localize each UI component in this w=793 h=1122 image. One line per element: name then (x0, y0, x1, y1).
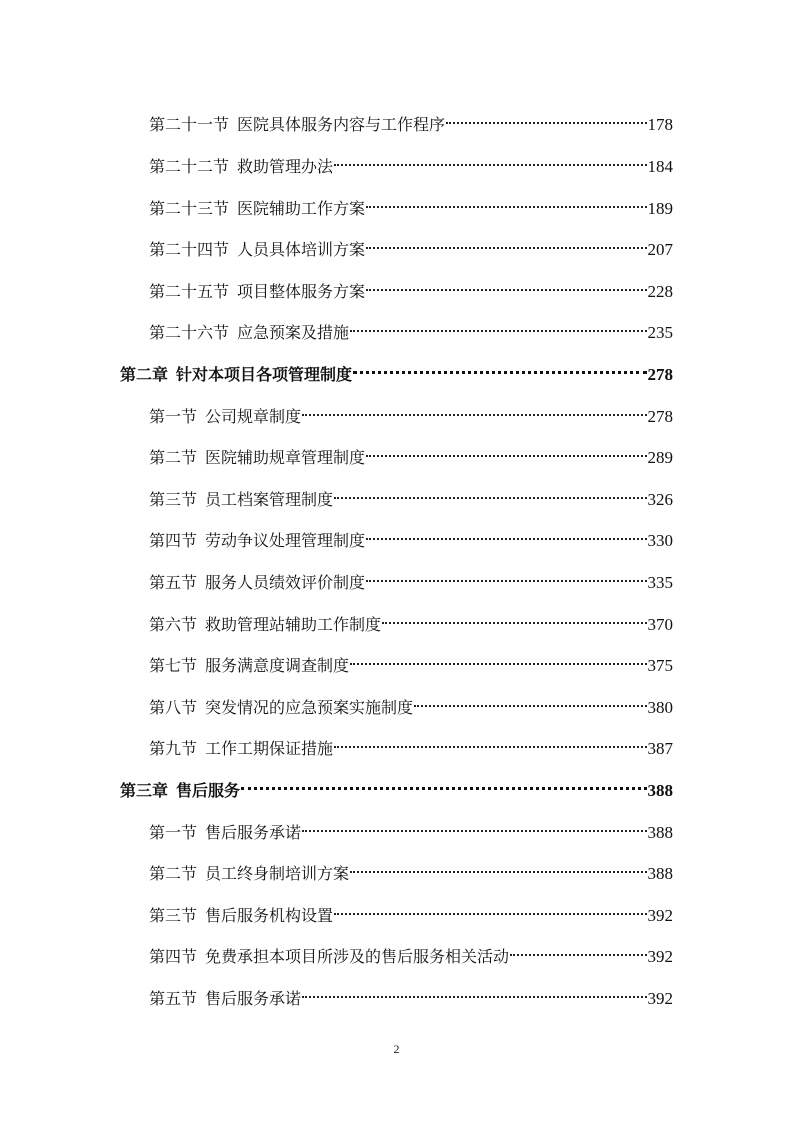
toc-entry-page: 380 (647, 698, 673, 717)
dot-leader (302, 978, 646, 1004)
toc-entry-title: 突发情况的应急预案实施制度 (205, 698, 414, 717)
toc-entry[interactable] (149, 479, 673, 509)
toc-entry-page: 388 (647, 781, 673, 800)
dot-leader (382, 604, 646, 630)
dot-leader (350, 312, 646, 338)
toc-entry-page: 370 (647, 615, 673, 634)
toc-entry-title: 医院具体服务内容与工作程序 (237, 115, 446, 134)
toc-entry-title: 售后服务承诺 (205, 989, 302, 1008)
toc-entry-number: 第八节 (149, 698, 198, 717)
toc-entry-number: 第二十五节 (149, 282, 230, 301)
toc-entry-number: 第三章 (120, 781, 169, 800)
toc-entry[interactable] (149, 104, 673, 134)
toc-entry-number: 第一节 (149, 407, 198, 426)
toc-entry-page: 184 (647, 157, 673, 176)
toc-entry-number: 第三节 (149, 906, 198, 925)
toc-entry-number: 第六节 (149, 615, 198, 634)
dot-leader (366, 437, 646, 463)
dot-leader (241, 770, 646, 796)
toc-entry[interactable] (149, 396, 673, 426)
toc-entry[interactable] (149, 146, 673, 176)
toc-entry-page: 388 (647, 864, 673, 883)
toc-entry-title: 救助管理站辅助工作制度 (205, 615, 382, 634)
toc-entry-title: 服务人员绩效评价制度 (205, 573, 366, 592)
toc-chapter-entry[interactable] (120, 354, 673, 384)
dot-leader (446, 104, 646, 130)
toc-entry-title: 免费承担本项目所涉及的售后服务相关活动 (205, 947, 510, 966)
dot-leader (414, 687, 646, 713)
toc-entry-title: 医院辅助工作方案 (237, 199, 366, 218)
toc-entry-page: 388 (647, 823, 673, 842)
toc-entry-title: 救助管理办法 (237, 157, 334, 176)
toc-entry-number: 第二章 (120, 365, 169, 384)
toc-entry-number: 第二十四节 (149, 240, 230, 259)
toc-entry[interactable] (149, 604, 673, 634)
dot-leader (366, 188, 646, 214)
toc-entry[interactable] (149, 687, 673, 717)
toc-entry-number: 第四节 (149, 531, 198, 550)
toc-entry-title: 项目整体服务方案 (237, 282, 366, 301)
dot-leader (366, 271, 646, 297)
dot-leader (302, 812, 646, 838)
toc-entry-title: 针对本项目各项管理制度 (176, 365, 353, 384)
toc-entry-page: 392 (647, 947, 673, 966)
toc-entry-page: 189 (647, 199, 673, 218)
dot-leader (334, 895, 646, 921)
dot-leader (334, 728, 646, 754)
toc-entry-page: 235 (647, 323, 673, 342)
toc-entry-number: 第五节 (149, 989, 198, 1008)
toc-entry-page: 375 (647, 656, 673, 675)
toc-chapter-entry[interactable] (120, 770, 673, 800)
toc-entry[interactable] (149, 978, 673, 1008)
toc-entry-title: 售后服务承诺 (205, 823, 302, 842)
toc-entry[interactable] (149, 895, 673, 925)
toc-entry-number: 第一节 (149, 823, 198, 842)
dot-leader (334, 146, 646, 172)
dot-leader (366, 562, 646, 588)
toc-entry-page: 387 (647, 739, 673, 758)
page-number: 2 (393, 1042, 400, 1056)
toc-entry-page: 228 (647, 282, 673, 301)
toc-entry-page: 392 (647, 989, 673, 1008)
toc-entry[interactable] (149, 312, 673, 342)
dot-leader (350, 645, 646, 671)
toc-entry-number: 第九节 (149, 739, 198, 758)
toc-entry-page: 289 (647, 448, 673, 467)
toc-entry[interactable] (149, 728, 673, 758)
toc-entry[interactable] (149, 936, 673, 966)
toc-entry-number: 第二节 (149, 864, 198, 883)
toc-entry-title: 售后服务机构设置 (205, 906, 334, 925)
dot-leader (366, 229, 646, 255)
toc-entry[interactable] (149, 812, 673, 842)
toc-entry-page: 326 (647, 490, 673, 509)
toc-entry[interactable] (149, 271, 673, 301)
toc-entry-title: 员工终身制培训方案 (205, 864, 350, 883)
toc-entry-number: 第三节 (149, 490, 198, 509)
dot-leader (350, 853, 646, 879)
dot-leader (510, 936, 646, 962)
toc-entry-title: 工作工期保证措施 (205, 739, 334, 758)
toc-entry-number: 第二十六节 (149, 323, 230, 342)
toc-entry-number: 第二十二节 (149, 157, 230, 176)
dot-leader (302, 396, 646, 422)
toc-entry-title: 劳动争议处理管理制度 (205, 531, 366, 550)
toc-entry-page: 335 (647, 573, 673, 592)
toc-entry-title: 人员具体培训方案 (237, 240, 366, 259)
dot-leader (334, 479, 646, 505)
toc-entry-title: 应急预案及措施 (237, 323, 350, 342)
toc-entry-number: 第七节 (149, 656, 198, 675)
toc-entry[interactable] (149, 229, 673, 259)
toc-entry-page: 207 (647, 240, 673, 259)
toc-entry-number: 第二十一节 (149, 115, 230, 134)
toc-entry[interactable] (149, 853, 673, 883)
dot-leader (366, 520, 646, 546)
toc-entry-title: 服务满意度调查制度 (205, 656, 350, 675)
toc-entry-page: 278 (647, 407, 673, 426)
toc-entry-title: 公司规章制度 (205, 407, 302, 426)
toc-entry-page: 330 (647, 531, 673, 550)
toc-entry-title: 医院辅助规章管理制度 (205, 448, 366, 467)
toc-entry-page: 392 (647, 906, 673, 925)
toc-entry[interactable] (149, 562, 673, 592)
toc-entry-number: 第四节 (149, 947, 198, 966)
toc-entry[interactable] (149, 437, 673, 467)
toc-entry[interactable] (149, 645, 673, 675)
toc-entry-number: 第二十三节 (149, 199, 230, 218)
toc-entry-title: 员工档案管理制度 (205, 490, 334, 509)
dot-leader (353, 354, 646, 380)
toc-entry[interactable] (149, 188, 673, 218)
toc-entry-number: 第二节 (149, 448, 198, 467)
toc-entry-number: 第五节 (149, 573, 198, 592)
toc-entry-page: 278 (647, 365, 673, 384)
toc-entry[interactable] (149, 520, 673, 550)
toc-entry-title: 售后服务 (176, 781, 241, 800)
toc-entry-page: 178 (647, 115, 673, 134)
